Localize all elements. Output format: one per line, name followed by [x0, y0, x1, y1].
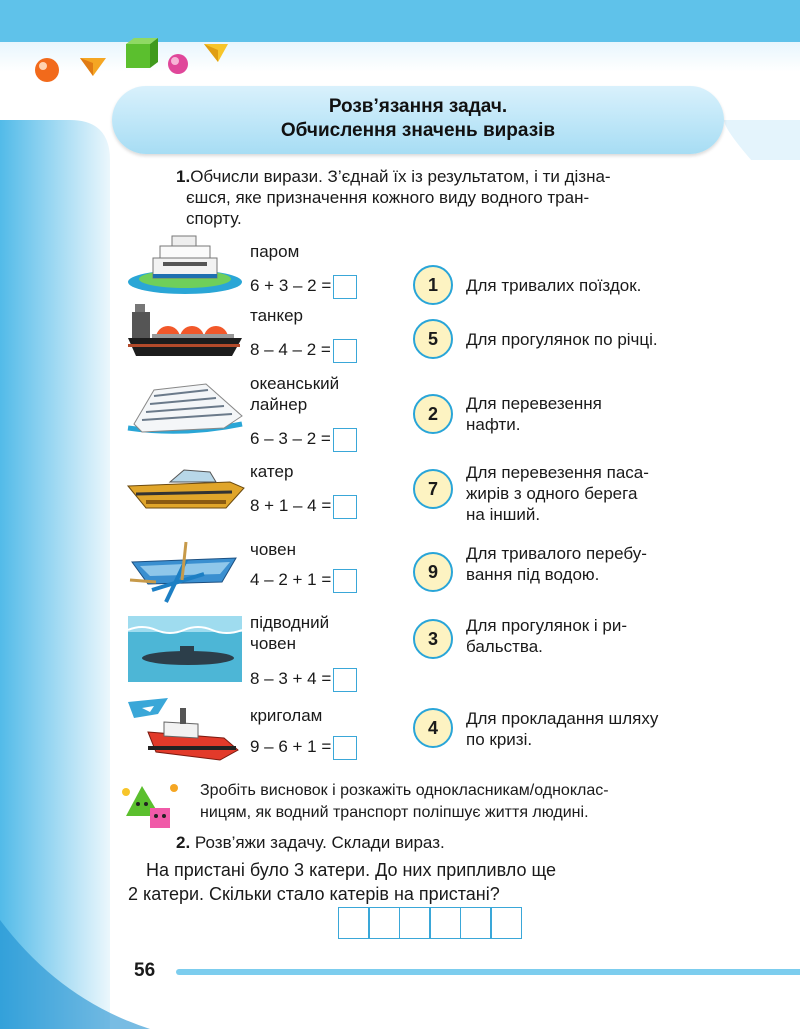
label-tanker: танкер	[250, 306, 303, 325]
label-ocean-liner: океанський лайнер	[250, 374, 340, 414]
answer-box-icebreaker[interactable]	[333, 736, 357, 760]
discussion-characters-icon	[120, 780, 182, 832]
task2-answer-grid[interactable]	[339, 907, 522, 939]
expression-icebreaker: 9 – 6 + 1 =	[250, 735, 357, 760]
rowboat-icon	[126, 540, 242, 604]
result-circle-2[interactable]: 2	[413, 394, 453, 434]
result-description-9: Для тривалого перебу- вання під водою.	[466, 544, 647, 584]
decorative-shapes-icon	[30, 30, 250, 86]
result-description-1: Для тривалих поїздок.	[466, 276, 642, 295]
result-circle-3[interactable]: 3	[413, 619, 453, 659]
tanker-icon	[128, 300, 243, 360]
expression-ferry: 6 + 3 – 2 =	[250, 274, 357, 299]
expression-tanker: 8 – 4 – 2 =	[250, 338, 357, 363]
ferry-icon	[128, 232, 243, 294]
task2-instructions: 2. Розв’яжи задачу. Склади вираз.	[176, 833, 445, 852]
lesson-title-line1: Розв’язання задач.	[328, 96, 508, 117]
ocean-liner-icon	[124, 376, 246, 444]
label-rowboat: човен	[250, 540, 296, 559]
result-description-3: Для прогулянок і ри- бальства.	[466, 616, 628, 656]
motorboat-icon	[126, 462, 246, 518]
result-description-2: Для перевезення нафти.	[466, 394, 602, 434]
answer-box-motorboat[interactable]	[333, 495, 357, 519]
label-submarine: підводний човен	[250, 613, 330, 653]
label-motorboat: катер	[250, 462, 294, 481]
lesson-title-banner	[112, 86, 724, 154]
answer-cell[interactable]	[490, 907, 522, 939]
result-circle-4[interactable]: 4	[413, 708, 453, 748]
result-description-7: Для перевезення паса- жирів з одного берега на інший.	[466, 463, 649, 524]
task1-number: 1.	[176, 167, 191, 186]
answer-cell[interactable]	[338, 907, 370, 939]
label-ferry: паром	[250, 242, 300, 261]
page-number: 56	[134, 960, 156, 981]
expression-rowboat: 4 – 2 + 1 =	[250, 568, 357, 593]
task2-problem: На пристані було 3 катери. До них припливло ще 2 катери. Скільки стало катерів на пристані?	[128, 860, 557, 904]
label-icebreaker: криголам	[250, 706, 323, 725]
lesson-title-line2: Обчислення значень виразів	[280, 120, 556, 141]
answer-cell[interactable]	[399, 907, 431, 939]
result-circle-5[interactable]: 5	[413, 319, 453, 359]
expression-submarine: 8 – 3 + 4 =	[250, 667, 357, 692]
answer-box-rowboat[interactable]	[333, 569, 357, 593]
icebreaker-icon	[128, 698, 242, 766]
discussion-prompt: Зробіть висновок і розкажіть однокласникам/одноклас- ницям, як водний транспорт поліпшує життя людині.	[200, 782, 609, 821]
result-circle-7[interactable]: 7	[413, 469, 453, 509]
answer-cell[interactable]	[460, 907, 492, 939]
submarine-icon	[128, 616, 242, 682]
task2-number: 2.	[176, 833, 191, 852]
result-circle-9[interactable]: 9	[413, 552, 453, 592]
answer-box-ocean-liner[interactable]	[333, 428, 357, 452]
expression-motorboat: 8 + 1 – 4 =	[250, 494, 357, 519]
answer-box-submarine[interactable]	[333, 668, 357, 692]
answer-cell[interactable]	[429, 907, 461, 939]
answer-box-tanker[interactable]	[333, 339, 357, 363]
footer-rule	[176, 969, 800, 975]
result-circle-1[interactable]: 1	[413, 265, 453, 305]
answer-box-ferry[interactable]	[333, 275, 357, 299]
result-description-4: Для прокладання шляху по кризі.	[466, 709, 659, 749]
task1-instructions: 1.Обчисли вирази. З’єднай їх із результатом, і ти дізна- єшся, яке призначення кожного виду водного тран- спорту.	[176, 167, 611, 228]
result-description-5: Для прогулянок по річці.	[466, 330, 658, 349]
expression-ocean-liner: 6 – 3 – 2 =	[250, 427, 357, 452]
answer-cell[interactable]	[368, 907, 400, 939]
